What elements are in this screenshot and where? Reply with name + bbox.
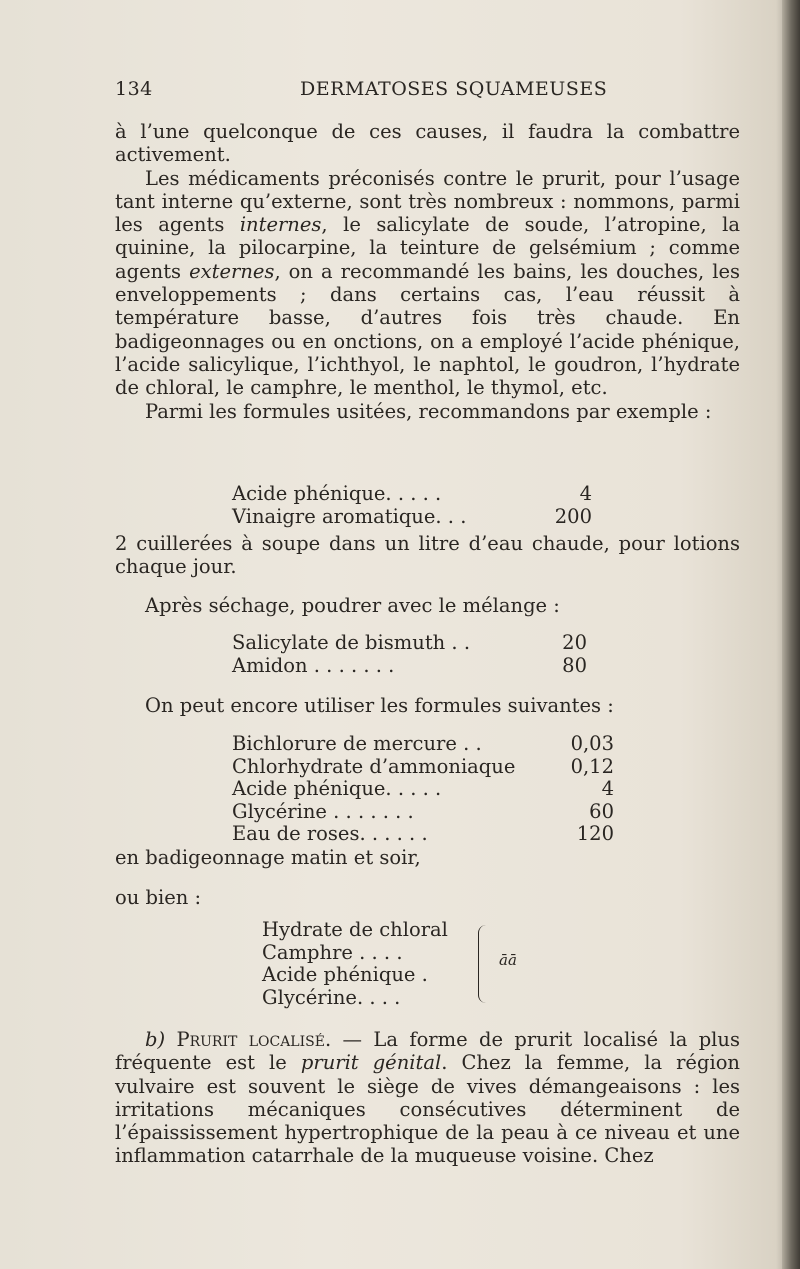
page-edge bbox=[782, 0, 800, 1269]
paragraph-6-block bbox=[115, 694, 740, 717]
paragraph-7-block bbox=[115, 846, 740, 869]
ingredient-name: Glycérine . . . . . . . bbox=[232, 799, 414, 823]
paragraph-8-block bbox=[115, 886, 740, 909]
paragraph-9-text-a: — La forme de prurit localisé la plus fréquente est le bbox=[115, 1028, 740, 1075]
paragraph-5: Après séchage, poudrer avec le mélange : bbox=[145, 594, 560, 617]
paragraph-4: 2 cuillerées à soupe dans un litre d’eau chaude, pour lotions chaque jour. bbox=[115, 532, 740, 579]
formula-row bbox=[262, 964, 472, 987]
ingredient-name: Salicylate de bismuth . . bbox=[232, 631, 471, 654]
ingredient-name: Chlorhydrate d’ammoniaque bbox=[232, 754, 516, 778]
running-title: DERMATOSES SQUAMEUSES bbox=[300, 78, 608, 100]
paragraph-2-text-b: , le salicylate de soude, l’atropine, la quinine, la pilocarpine, la teinture de gelsémium ; comme agents bbox=[115, 213, 740, 283]
formula-row bbox=[232, 483, 592, 506]
ingredient-name: Camphre . . . . bbox=[262, 940, 403, 964]
ingredient-name: Eau de roses. . . . . . bbox=[232, 822, 428, 845]
formula-row bbox=[262, 919, 472, 942]
paragraph-3: Parmi les formules usitées, recommandons par exemple : bbox=[145, 399, 712, 423]
ingredient-name: Hydrate de chloral bbox=[262, 918, 448, 941]
ingredient-name: Acide phénique. . . . . bbox=[232, 777, 442, 800]
paragraph-8: ou bien : bbox=[115, 886, 202, 909]
ingredient-name: Bichlorure de mercure . . bbox=[232, 732, 482, 755]
paragraph-9-text-b: . Chez la femme, la région vulvaire est souvent le siège de vives démangeaisons : les irritations mécaniques consécutives déterminent de l’épaississement hypertrophique de la peau à ce niveau et une inflammation catarrhale de la muqueuse voisine. Chez bbox=[115, 1051, 740, 1168]
ingredient-quantity: 200 bbox=[554, 504, 592, 528]
formula-row bbox=[232, 506, 592, 529]
running-header bbox=[115, 78, 745, 108]
ingredient-name: Vinaigre aromatique. . . bbox=[232, 504, 467, 528]
ingredient-name: Amidon . . . . . . . bbox=[232, 653, 395, 677]
paragraph-2-text-a: Les médicaments préconisés contre le prurit, pour l’usage tant interne qu’externe, sont très nombreux : nommons, parmi les agents bbox=[115, 166, 740, 237]
formula-row bbox=[232, 655, 587, 678]
section-heading: Prurit localisé. bbox=[176, 1028, 332, 1051]
paragraph-6: On peut encore utiliser les formules suivantes : bbox=[145, 694, 614, 717]
equal-parts-mark: āā bbox=[499, 951, 517, 969]
paragraph-2-emphasis-internes: internes bbox=[239, 213, 322, 237]
formula-row bbox=[262, 987, 472, 1010]
paragraph-9-emphasis: prurit génital bbox=[300, 1051, 442, 1075]
paragraph-1: à l’une quelconque de ces causes, il faudra la combattre activement. bbox=[115, 120, 740, 167]
formula-row bbox=[232, 632, 587, 655]
formula-row bbox=[232, 801, 614, 824]
formula-4 bbox=[262, 919, 472, 1009]
ingredient-name: Acide phénique. . . . . bbox=[232, 482, 442, 505]
grouping-brace bbox=[478, 925, 489, 1003]
formula-row bbox=[232, 756, 614, 779]
body-text-top bbox=[115, 120, 740, 423]
formula-row bbox=[232, 823, 614, 846]
formula-row bbox=[232, 733, 614, 756]
ingredient-quantity: 4 bbox=[601, 777, 614, 800]
ingredient-quantity: 0,03 bbox=[570, 732, 614, 755]
paragraph-5-block bbox=[115, 594, 740, 617]
ingredient-quantity: 60 bbox=[589, 799, 614, 823]
paragraph-9 bbox=[115, 1028, 740, 1168]
formula-row bbox=[262, 942, 472, 965]
formula-2 bbox=[232, 632, 587, 677]
formula-3 bbox=[232, 733, 614, 846]
formula-row bbox=[232, 778, 614, 801]
ingredient-quantity: 0,12 bbox=[570, 754, 614, 778]
ingredient-quantity: 120 bbox=[576, 822, 614, 845]
paragraph-2 bbox=[115, 167, 740, 400]
paragraph-2-emphasis-externes: externes bbox=[189, 259, 275, 283]
formula-1 bbox=[232, 483, 592, 528]
ingredient-name: Glycérine. . . . bbox=[262, 985, 401, 1009]
paragraph-2-text-c: , on a recommandé les bains, les douches, les enveloppements ; dans certains cas, l’eau réussit à température basse, d’autres fois très chaude. En badigeonnages ou en onctions, on a employé l’acide phénique, l’acide salicylique, l’ichthyol, le naphtol, le goudron, l’hydrate de chloral, le camphre, le menthol, le thymol, etc. bbox=[115, 259, 741, 400]
ingredient-quantity: 80 bbox=[562, 653, 587, 677]
paragraph-4-block bbox=[115, 532, 740, 579]
paragraph-7: en badigeonnage matin et soir, bbox=[115, 846, 421, 869]
ingredient-quantity: 4 bbox=[579, 482, 592, 505]
ingredient-name: Acide phénique . bbox=[262, 963, 428, 986]
section-label: b) bbox=[145, 1028, 166, 1051]
page-number: 134 bbox=[115, 78, 153, 100]
ingredient-quantity: 20 bbox=[562, 631, 587, 654]
body-text-bottom bbox=[115, 1028, 740, 1168]
